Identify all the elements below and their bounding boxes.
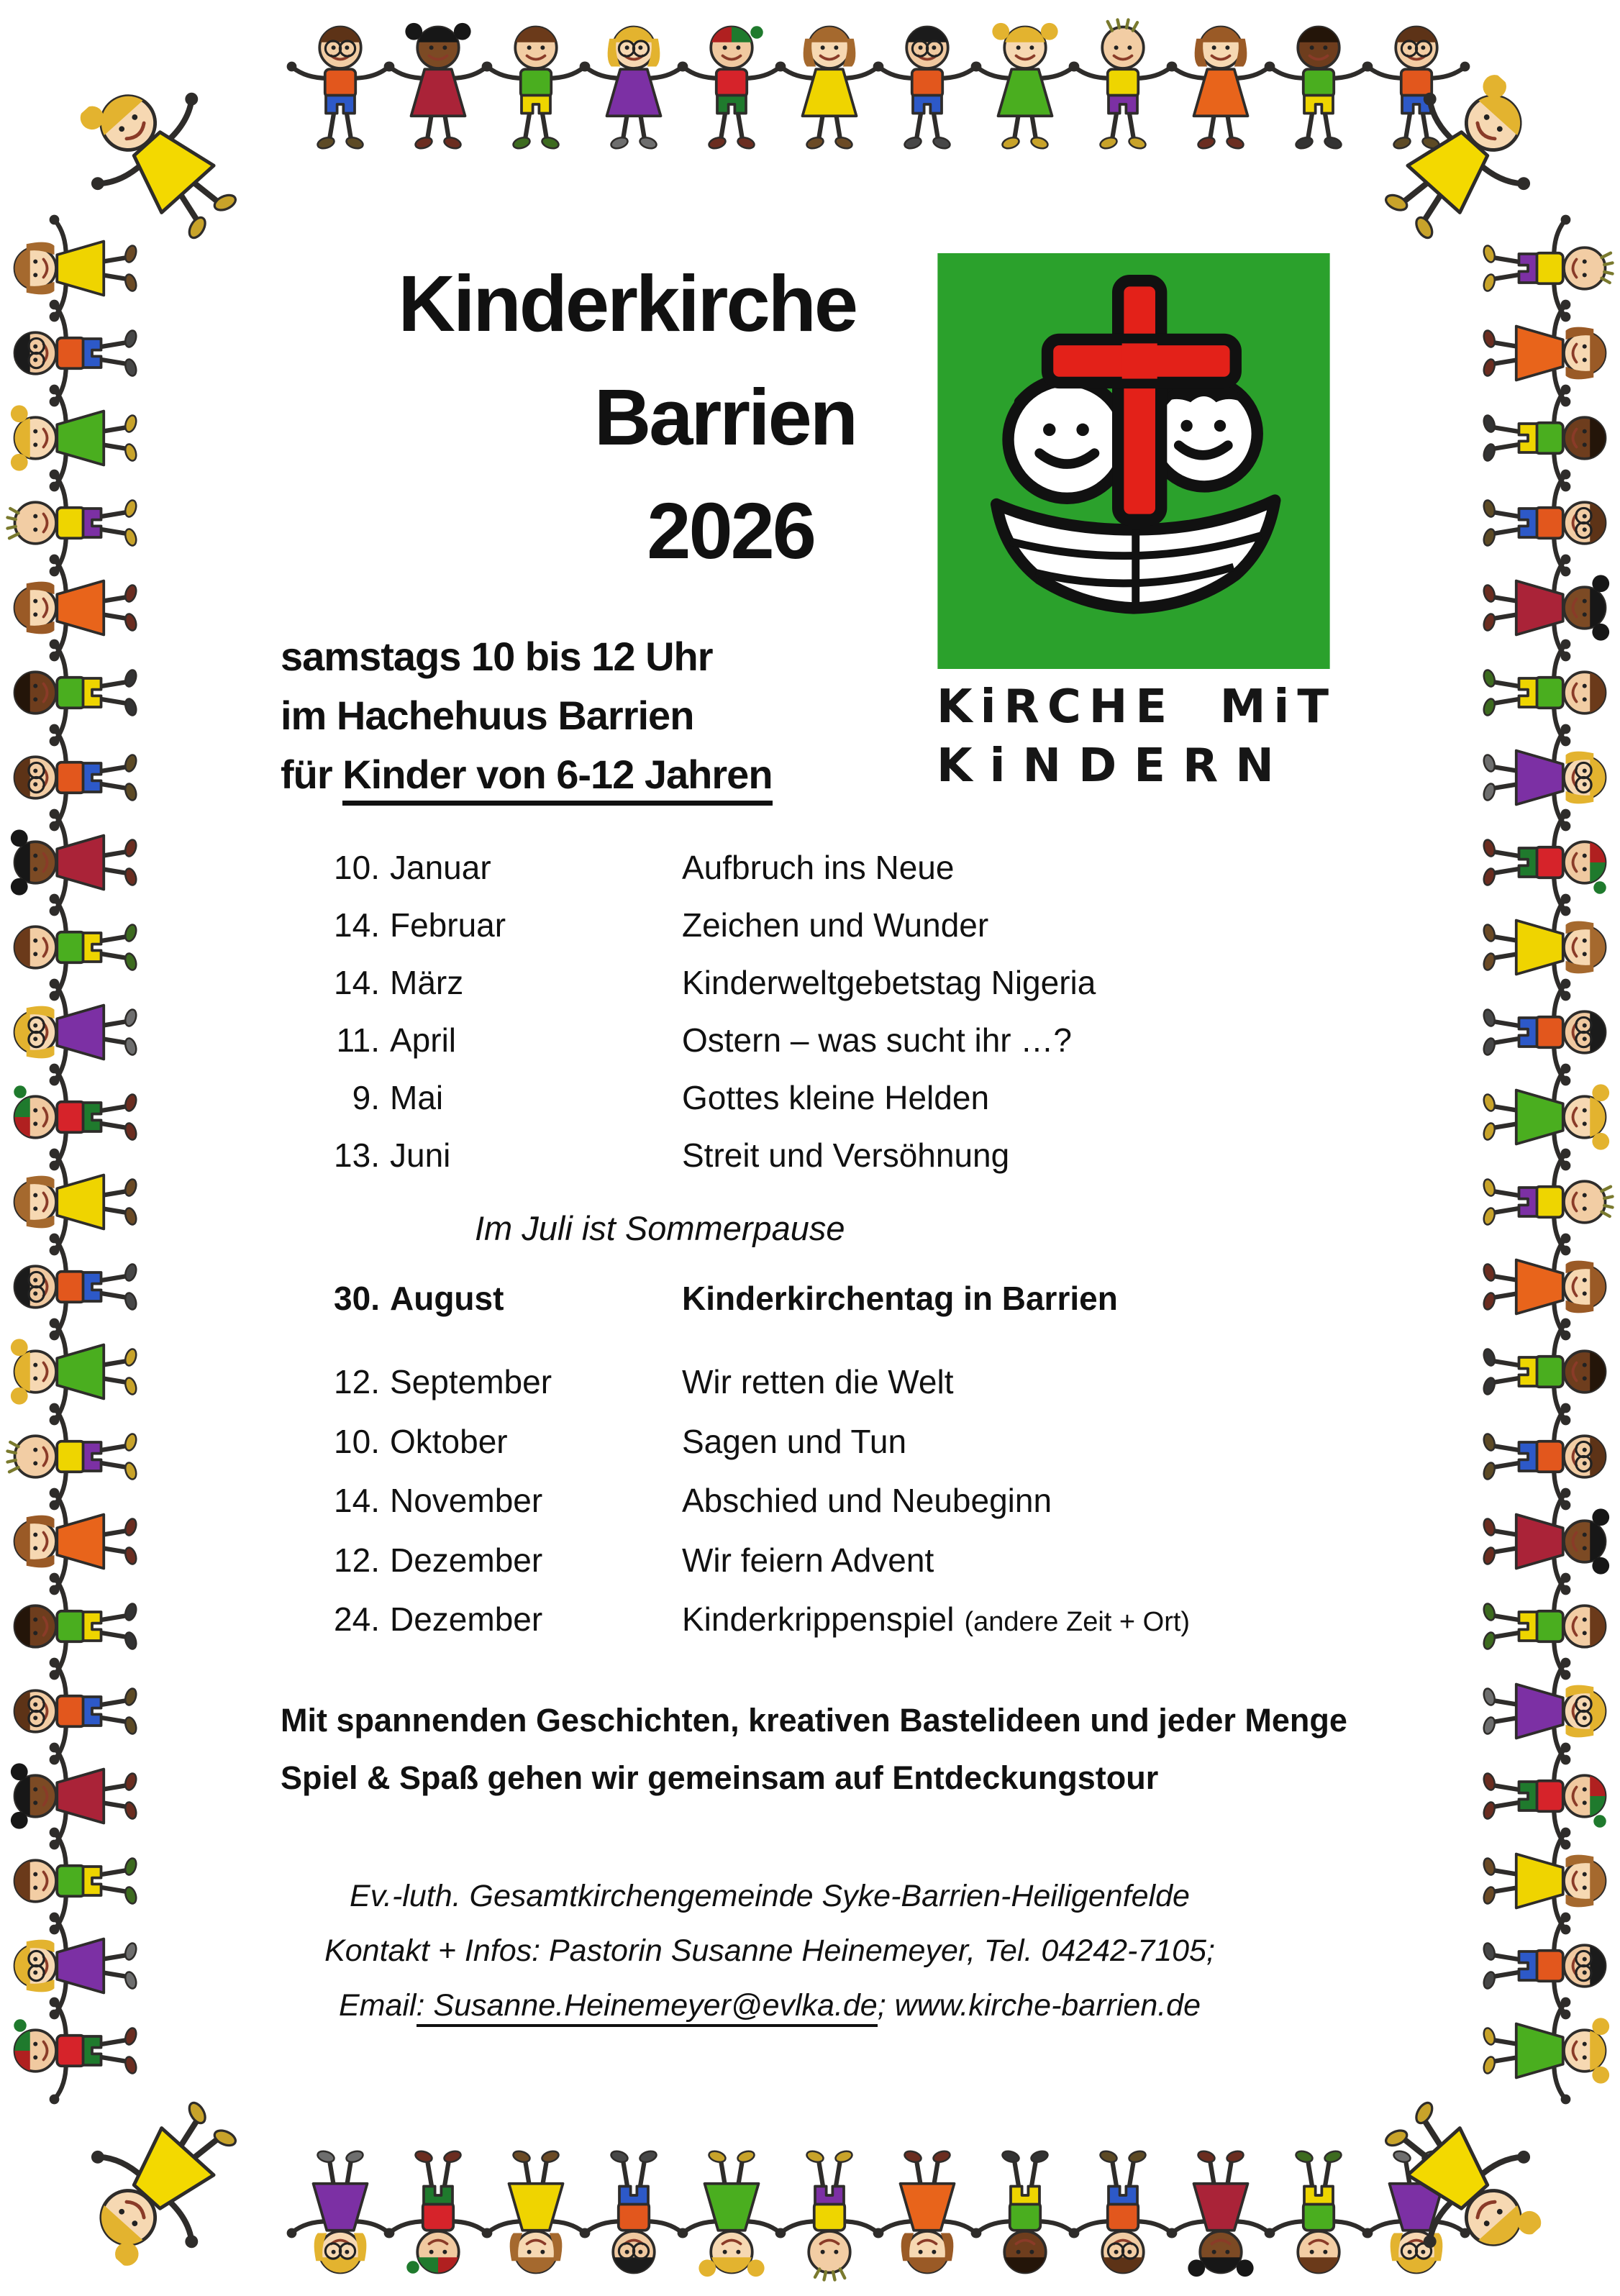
child-figure [580, 18, 688, 155]
description-line-2: Spiel & Spaß gehen wir gemeinsam auf Entdeckungstour [281, 1759, 1159, 1796]
schedule-event: Wir feiern Advent [682, 1541, 934, 1579]
title-line-2: Barrien [593, 373, 856, 462]
summer-break-note: Im Juli ist Sommerpause [475, 1209, 845, 1247]
footer-email-label: Email [338, 1988, 417, 2023]
schedule-date-day: 13. [334, 1136, 380, 1174]
info-audience-prefix: für [281, 752, 343, 797]
child-figure [384, 18, 492, 155]
schedule-event [682, 1594, 1190, 1647]
schedule-date-day: 10. [334, 1423, 380, 1460]
schedule-event: Zeichen und Wunder [682, 906, 989, 944]
schedule-date-day: 11. [336, 1021, 380, 1059]
schedule-date-day: 14. [334, 906, 380, 944]
child-figure [1478, 1997, 1614, 2105]
child-figure [1069, 18, 1177, 155]
logo-caption-word-kirche: KiRCHE [937, 680, 1175, 734]
schedule-date-day: 24. [334, 1600, 380, 1638]
footer-website: ; www.kirche-barrien.de [877, 1988, 1201, 2023]
logo-caption-word-mit: MiT [1219, 680, 1337, 734]
title-line-1: Kinderkirche [398, 260, 856, 348]
child-figure [580, 2145, 688, 2282]
contact-footer [209, 1869, 1331, 2033]
child-figure [873, 2145, 981, 2282]
schedule-event: Abschied und Neubeginn [682, 1482, 1052, 1519]
schedule-date-month: Oktober [390, 1423, 508, 1460]
page-title [273, 247, 856, 588]
logo-caption-line-2: KiNDERN [937, 739, 1291, 793]
info-time: samstags 10 bis 12 Uhr [281, 634, 713, 679]
schedule-date-day: 12. [334, 1363, 380, 1400]
schedule-date-month: Mai [390, 1079, 444, 1116]
schedule-event: Kinderweltgebetstag Nigeria [682, 964, 1096, 1001]
child-figure [6, 1997, 142, 2105]
footer-parish: Ev.-luth. Gesamtkirchengemeinde Syke-Barrien-Heiligenfelde [350, 1879, 1190, 1913]
child-figure [971, 2145, 1079, 2282]
footer-email-web [209, 1978, 1331, 2033]
schedule-date-month: Juni [390, 1136, 451, 1174]
schedule-date-day: 14. [334, 1482, 380, 1519]
schedule-date-month: März [390, 964, 464, 1001]
child-figure [482, 18, 590, 155]
left-child-face [1009, 378, 1127, 498]
kirche-mit-kindern-logo [937, 253, 1337, 793]
child-figure [971, 18, 1079, 155]
info-place: im Hachehuus Barrien [281, 693, 694, 738]
schedule-date-month: November [390, 1482, 543, 1519]
schedule-event: Streit und Versöhnung [682, 1136, 1010, 1174]
child-figure [1265, 18, 1373, 155]
child-figure [678, 18, 786, 155]
schedule-date-month: April [390, 1021, 457, 1059]
schedule-event: Ostern – was sucht ihr …? [682, 1021, 1072, 1059]
schedule-event: Gottes kleine Helden [682, 1079, 990, 1116]
logo-artwork-icon [937, 253, 1331, 669]
child-figure [286, 18, 394, 155]
child-figure [775, 18, 883, 155]
schedule-date-day: 9. [352, 1079, 380, 1116]
child-figure [1167, 18, 1275, 155]
schedule-event-note: (andere Zeit + Ort) [964, 1607, 1191, 1637]
schedule-date-day: 30. [334, 1280, 380, 1317]
schedule-date-day: 10. [334, 849, 380, 886]
child-figure [775, 2145, 883, 2282]
footer-contact: Kontakt + Infos: Pastorin Susanne Heinemeyer, Tel. 04242-7105; [324, 1933, 1215, 1968]
child-figure [1167, 2145, 1275, 2282]
schedule-event: Kinderkirchentag in Barrien [682, 1280, 1118, 1317]
child-figure [678, 2145, 786, 2282]
schedule-event-title: Kinderkrippenspiel [682, 1600, 955, 1638]
schedule-date-month: Dezember [390, 1541, 543, 1579]
description-paragraph [281, 1692, 1489, 1807]
child-figure [873, 18, 981, 155]
schedule-date-month: September [390, 1363, 552, 1400]
title-line-3: 2026 [647, 487, 814, 575]
footer-email-address: : Susanne.Heinemeyer@evlka.de [417, 1988, 878, 2027]
schedule-event: Wir retten die Welt [682, 1363, 954, 1400]
schedule-event: Aufbruch ins Neue [682, 849, 955, 886]
schedule-date-day: 12. [334, 1541, 380, 1579]
schedule-date-month: Februar [390, 906, 506, 944]
logo-caption-line-1 [937, 680, 1337, 734]
child-figure [1069, 2145, 1177, 2282]
schedule-event: Sagen und Tun [682, 1423, 907, 1460]
child-figure [384, 2145, 492, 2282]
info-audience [281, 745, 773, 804]
child-figure [482, 2145, 590, 2282]
info-audience-underlined: Kinder von 6-12 Jahren [342, 752, 772, 806]
schedule-date-month: Januar [390, 849, 491, 886]
schedule-date-month: Dezember [390, 1600, 543, 1638]
child-figure [286, 2145, 394, 2282]
schedule-date-month: August [390, 1280, 504, 1317]
schedule-date-day: 14. [334, 964, 380, 1001]
event-info [281, 627, 773, 804]
right-child-face [1152, 381, 1257, 486]
description-line-1: Mit spannenden Geschichten, kreativen Bastelideen und jeder Menge [281, 1702, 1347, 1739]
